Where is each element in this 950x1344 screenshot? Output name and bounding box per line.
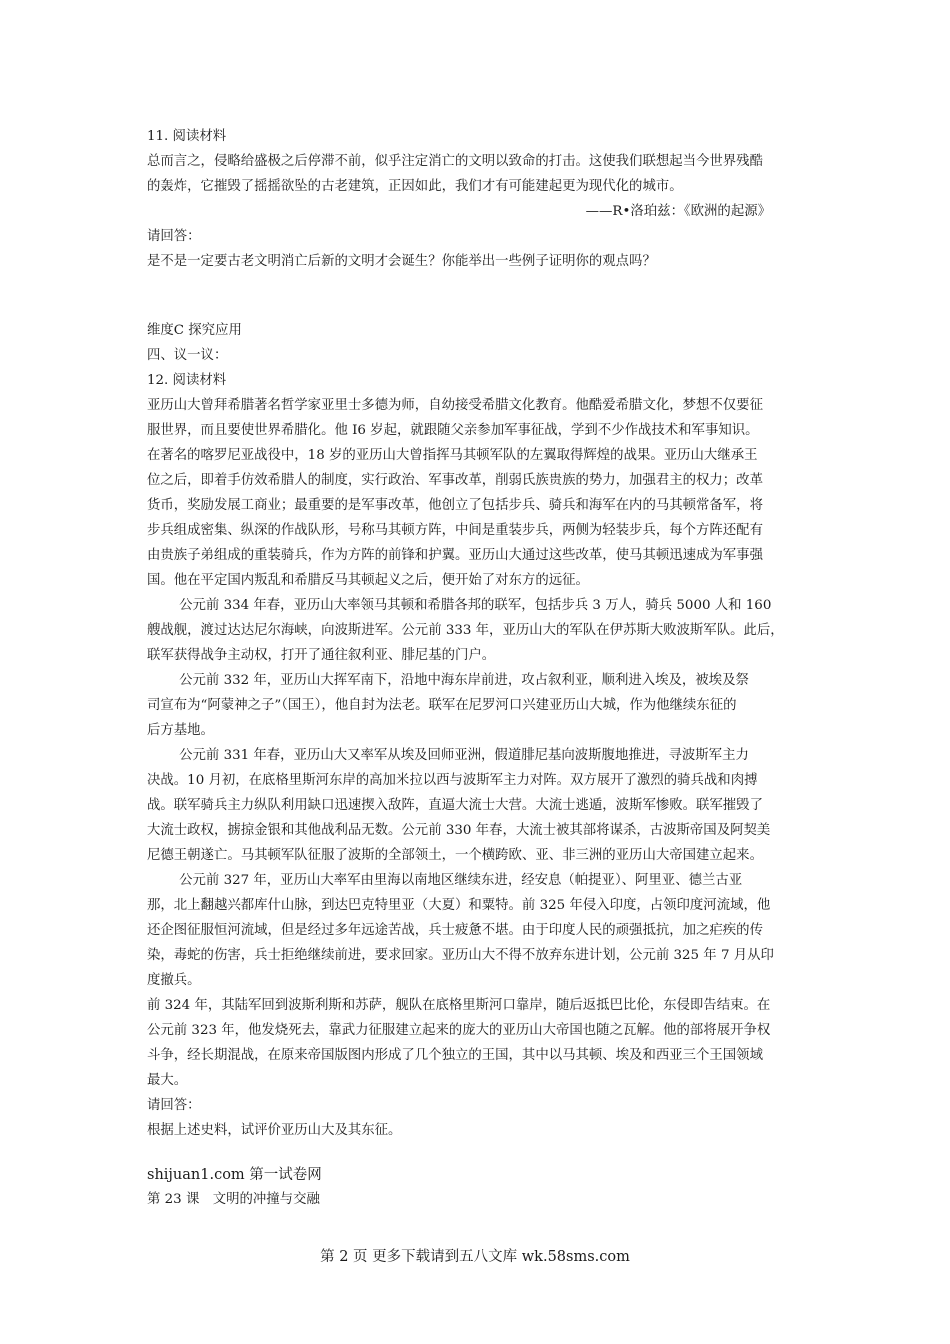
q12-paragraph-line: 由贵族子弟组成的重装骑兵，作为方阵的前锋和护翼。亚历山大通过这些改革，使马其顿迅速成为军事强 [147,548,763,563]
dimension-heading: 维度C 探究应用 [147,323,242,338]
q12-material [147,393,811,1093]
q12-paragraph-line: 司宣布为“阿蒙神之子”（国王），他自封为法老。联军在尼罗河口兴建亚历山大城，作为他继续东征的 [147,698,737,713]
q12-paragraph-line: 艘战舰，渡过达达尼尔海峡，向波斯进军。公元前 333 年，亚历山大的军队在伊苏斯大败波斯军队。此后， [147,623,784,638]
lesson-title: 第 23 课 文明的冲撞与交融 [147,1192,320,1207]
q11-heading: 11. 阅读材料 [147,129,227,144]
q12-paragraph-line: 尼德王朝遂亡。马其顿军队征服了波斯的全部领土，一个横跨欧、亚、非三洲的亚历山大帝国建立起来。 [147,848,763,863]
q12-paragraph-line: 公元前 323 年，他发烧死去，靠武力征服建立起来的庞大的亚历山大帝国也随之瓦解。他的部将展开争权 [147,1023,771,1038]
q12-paragraph-line: 位之后，即着手仿效希腊人的制度，实行政治、军事改革，削弱氏族贵族的势力，加强君主的权力；改革 [147,473,763,488]
q11-quote-line: 的轰炸，它摧毁了摇摇欲坠的古老建筑，正因如此，我们才有可能建起更为现代化的城市。 [147,179,683,194]
site-note: shijuan1.com 第一试卷网 [147,1167,322,1183]
spacer [147,1143,811,1163]
q12-paragraph-line: 度撤兵。 [147,973,201,988]
q12-paragraph-line: 联军获得战争主动权，打开了通往叙利亚、腓尼基的门户。 [147,648,496,663]
q12-paragraph-line: 步兵组成密集、纵深的作战队形，号称马其顿方阵，中间是重装步兵，两侧为轻装步兵，每个方阵还配有 [147,523,763,538]
page-footer: 第 2 页 更多下载请到五八文库 wk.58sms.com [320,1249,630,1265]
q12-paragraph-line: 还企图征服恒河流域，但是经过多年远途苦战，兵士疲惫不堪。由于印度人民的顽强抵抗，加之疟疾的传 [147,923,763,938]
q12-paragraph-line: 那，北上翻越兴都库什山脉，到达巴克特里亚（大夏）和粟特。前 325 年侵入印度，占领印度河流域，他 [147,898,771,913]
q12-paragraph-line: 公元前 332 年，亚历山大挥军南下，沿地中海东岸前进，攻占叙利亚，顺利进入埃及，被埃及祭 [179,673,749,688]
q12-prompt: 请回答： [147,1098,201,1113]
q12-paragraph-line: 国。他在平定国内叛乱和希腊反马其顿起义之后，便开始了对东方的远征。 [147,573,589,588]
q12-paragraph-line: 公元前 327 年，亚历山大率军由里海以南地区继续东进，经安息（帕提亚）、阿里亚、德兰古亚 [179,873,743,888]
q12-paragraph-line: 公元前 331 年春，亚历山大又率军从埃及回师亚洲，假道腓尼基向波斯腹地推进，寻波斯军主力 [179,748,749,763]
q11-question: 是不是一定要古老文明消亡后新的文明才会诞生？你能举出一些例子证明你的观点吗？ [147,254,656,269]
q12-paragraph-line: 货币，奖励发展工商业；最重要的是军事改革，他创立了包括步兵、骑兵和海军在内的马其顿常备军，将 [147,498,763,513]
q12-paragraph-line: 决战。10 月初，在底格里斯河东岸的高加米拉以西与波斯军主力对阵。双方展开了激烈的骑兵战和肉搏 [147,773,758,788]
part-heading: 四、议一议： [147,348,228,363]
q12-paragraph-line: 大流士政权，掳掠金银和其他战利品无数。公元前 330 年春，大流士被其部将谋杀，古波斯帝国及阿契美 [147,823,771,838]
q11-attribution: ——R•洛珀兹：《欧洲的起源》 [585,204,771,219]
q11-prompt: 请回答： [147,229,201,244]
q12-paragraph-line: 前 324 年，其陆军回到波斯利斯和苏萨，舰队在底格里斯河口靠岸，随后返抵巴比伦，东侵即告结束。在 [147,998,771,1013]
spacer [147,274,811,318]
q12-paragraph-line: 最大。 [147,1073,188,1088]
q12-paragraph-line: 战。联军骑兵主力纵队利用缺口迅速揳入敌阵，直逼大流士大营。大流士逃遁，波斯军惨败。联军摧毁了 [147,798,763,813]
q12-paragraph-line: 亚历山大曾拜希腊著名哲学家亚里士多德为师，自幼接受希腊文化教育。他酷爱希腊文化，梦想不仅要征 [147,398,763,413]
q12-paragraph-line: 服世界，而且要使世界希腊化。他 I6 岁起，就跟随父亲参加军事征战，学到不少作战技术和军事知识。 [147,423,759,438]
q12-paragraph-line: 斗争，经长期混战，在原来帝国版图内形成了几个独立的王国，其中以马其顿、埃及和西亚三个王国领域 [147,1048,763,1063]
q12-heading: 12. 阅读材料 [147,373,227,388]
q11-quote-line: 总而言之，侵略给盛极之后停滞不前，似乎注定消亡的文明以致命的打击。这使我们联想起当今世界残酷 [147,154,763,169]
q12-paragraph-line: 染，毒蛇的伤害，兵士拒绝继续前进，要求回家。亚历山大不得不放弃东进计划，公元前 325 年 7 月从印 [147,948,774,963]
document-page [147,124,811,1212]
q12-paragraph-line: 后方基地。 [147,723,214,738]
q12-paragraph-line: 在著名的喀罗尼亚战役中，18 岁的亚历山大曾指挥马其顿军队的左翼取得辉煌的战果。亚历山大继承王 [147,448,758,463]
q12-question: 根据上述史料，试评价亚历山大及其东征。 [147,1123,402,1138]
q12-paragraph-line: 公元前 334 年春，亚历山大率领马其顿和希腊各邦的联军，包括步兵 3 万人，骑兵 5000 人和 160 [179,598,772,613]
